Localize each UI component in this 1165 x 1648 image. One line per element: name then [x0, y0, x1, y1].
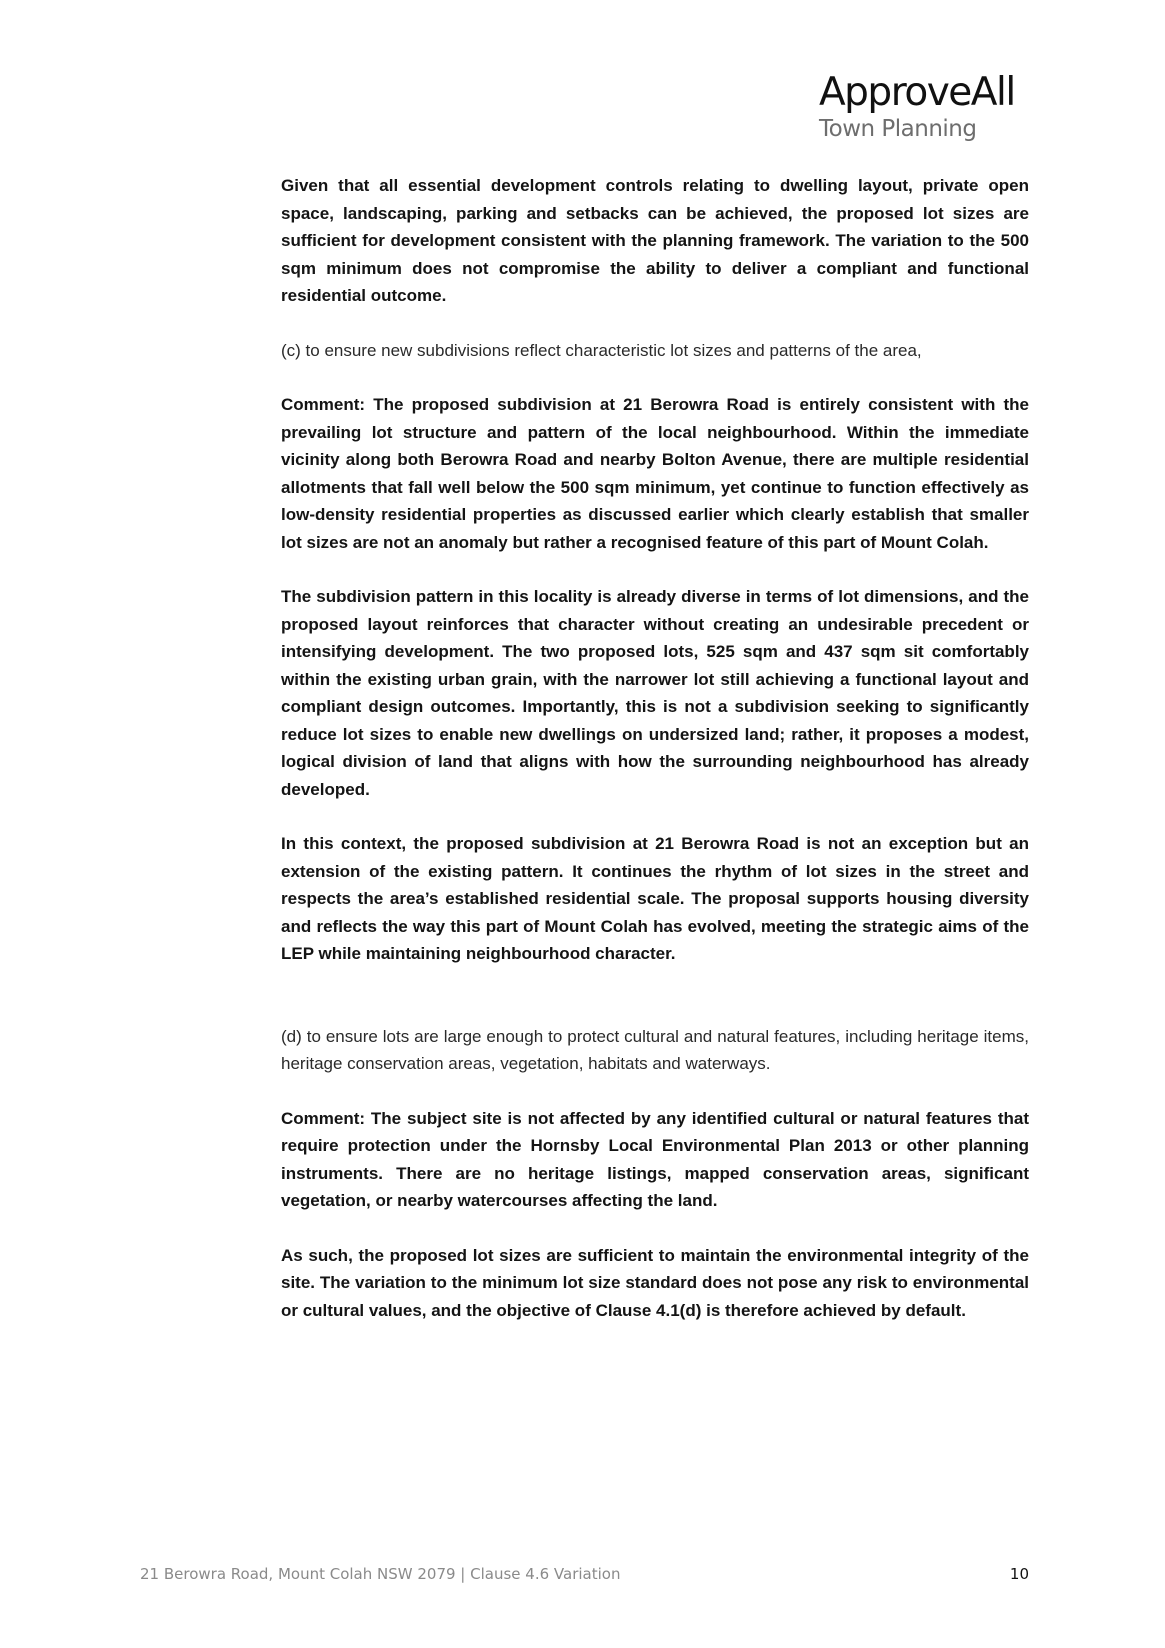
paragraph-context: In this context, the proposed subdivision at 21 Berowra Road is not an exception but an extension of the existing pattern. It continues the rhythm of lot sizes in the street and respects the area’s established residential scale. The proposal supports housing diversity and reflects the way this part of Mount Colah has evolved, meeting the strategic aims of the LEP while maintaining neighbourhood character. [281, 834, 1029, 963]
paragraph-lot-size-sufficiency: Given that all essential development controls relating to dwelling layout, private open space, landscaping, parking and setbacks can be achieved, the proposed lot sizes are sufficient for development consistent with the planning framework. The variation to the 500 sqm minimum does not compromise the ability to deliver a compliant and functional residential outcome. [281, 176, 1029, 305]
company-logo [819, 70, 1029, 142]
footer-document-reference: 21 Berowra Road, Mount Colah NSW 2079 | Clause 4.6 Variation [140, 1565, 621, 1583]
objective-d: (d) to ensure lots are large enough to protect cultural and natural features, including heritage items, heritage conservation areas, vegetation, habitats and waterways. [281, 1026, 1029, 1073]
objective-c: (c) to ensure new subdivisions reflect characteristic lot sizes and patterns of the area, [281, 340, 922, 360]
comment-objective-c: Comment: The proposed subdivision at 21 Berowra Road is entirely consistent with the prevailing lot structure and pattern of the local neighbourhood. Within the immediate vicinity along both Berowra Road and nearby Bolton Avenue, there are multiple residential allotments that fall well below the 500 sqm minimum, yet continue to function effectively as low-density residential properties as discussed earlier which clearly establish that smaller lot sizes are not an anomaly but rather a recognised feature of this part of Mount Colah. [281, 395, 1029, 552]
logo-wordmark: ApproveAll [819, 70, 1015, 115]
paragraph-environmental-integrity: As such, the proposed lot sizes are sufficient to maintain the environmental integrity of the site. The variation to the minimum lot size standard does not pose any risk to environmental or cultural values, and the objective of Clause 4.1(d) is therefore achieved by default. [281, 1245, 1029, 1320]
page-number: 10 [1009, 1565, 1029, 1583]
comment-objective-d: Comment: The subject site is not affected by any identified cultural or natural features that require protection under the Hornsby Local Environmental Plan 2013 or other planning instruments. There are no heritage listings, mapped conservation areas, significant vegetation, or nearby watercourses affecting the land. [281, 1108, 1029, 1210]
paragraph-subdivision-pattern: The subdivision pattern in this locality is already diverse in terms of lot dimensions, and the proposed layout reinforces that character without creating an undesirable precedent or intensifying development. The two proposed lots, 525 sqm and 437 sqm sit comfortably within the existing urban grain, with the narrower lot still achieving a functional layout and compliant design outcomes. Importantly, this is not a subdivision seeking to significantly reduce lot sizes to enable new dwellings on undersized land; rather, it proposes a modest, logical division of land that aligns with how the surrounding neighbourhood has already developed. [281, 587, 1029, 799]
logo-tagline: Town Planning [819, 116, 977, 142]
document-body [281, 172, 1029, 1324]
